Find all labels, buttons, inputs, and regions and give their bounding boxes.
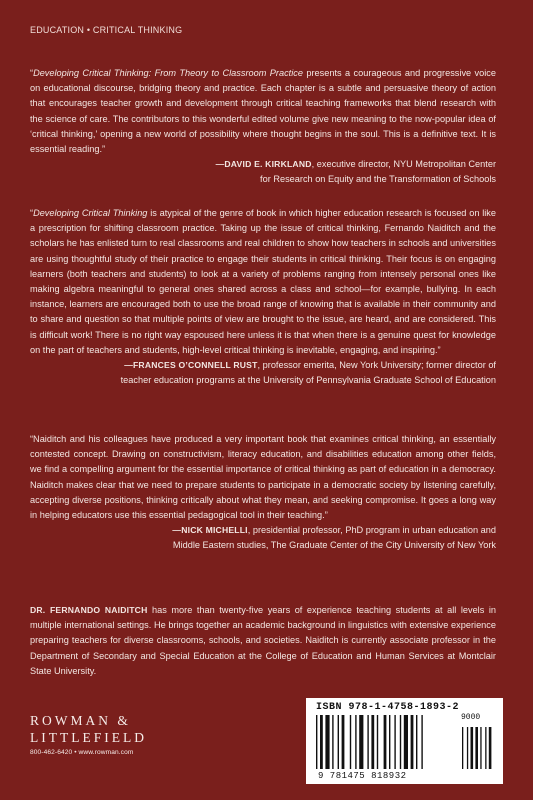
author-bio — [30, 603, 496, 679]
barcode-bars — [314, 715, 496, 771]
endorser-title: , professor emerita, New York University; former director of — [257, 360, 496, 371]
endorser-affiliation: for Research on Equity and the Transformation of Schools — [260, 174, 496, 185]
endorser-name: —FRANCES O’CONNELL RUST — [124, 360, 258, 371]
endorsement-quote-1 — [30, 66, 496, 188]
publisher-name-line1: ROWMAN & — [30, 713, 131, 728]
quote-open-mark: “ — [30, 208, 34, 218]
barcode-number: 9 781475 818932 — [318, 771, 407, 781]
quote-text: “Naiditch and his colleagues have produced a very important book that examines critical thinking, an essentially contested concept. Drawing on constructivism, literacy education, and disabilities education among other fields, we find a compelling argument for the essential importance of critical thinking as part of education in a democracy. Naiditch makes clear that we need to prepare students to participate in a democratic society by listening carefully, accepting diverse positions, thinking critically about what they mean, and seeking compromise. It goes a long way in helping educators use this essential pedagogical tool in their teaching.” — [30, 434, 496, 521]
category-label: EDUCATION • CRITICAL THINKING — [30, 25, 183, 35]
publisher-logo — [30, 712, 180, 756]
quote-text: is atypical of the genre of book in which higher education research is focused on like a prescription for shifting classroom practice. Taking up the issue of critical thinking, Fernando Naiditch and the scholars he has enlisted turn to real classrooms and real children to show how teachers in schools and universities are using thoughtful study of their practice to engage their students in critical thinking. Their focus is on engaging learners (both teachers and students) to look at a variety of problems ranging from intensely personal ones like making algebra meaningful to general ones shared across a class and school—for example, bullying. In each instance, learners are encouraged both to use the broad range of knowing that is available in their community and to share and question so that multiple points of view are brought to the issue, are heard, and are considered. This is difficult work! There is no right way espoused here unless it is that when there is a genuine quest for knowledge on the part of teachers and students, high-level critical thinking is inevitable, engaging, and inspiring.” — [30, 208, 497, 355]
quote-text: presents a courageous and progressive voice on educational discourse, bridging theory and practice. Each chapter is a subtle and persuasive theory of action that encourages teacher growth and development through critical teaching frameworks that blend research with the science of care. The contributors to this wonderful edited volume give new meaning to the now-popular idea of ‘critical thinking,’ opening a new world of possibility where thought begins in the soul. This is a definitive text. It is essential reading.” — [30, 68, 496, 155]
publisher-name-line2: LITTLEFIELD — [30, 730, 147, 745]
quote-body — [30, 66, 496, 157]
book-title-italic: Developing Critical Thinking: From Theory to Classroom Practice — [33, 68, 303, 78]
book-title-italic: Developing Critical Thinking — [33, 208, 148, 218]
endorser-name: —DAVID E. KIRKLAND — [215, 159, 312, 170]
endorsement-quote-3 — [30, 432, 496, 554]
endorser-name: —NICK MICHELLI — [172, 525, 248, 536]
quote-open-mark: “ — [30, 68, 34, 78]
author-name: DR. FERNANDO NAIDITCH — [30, 605, 148, 615]
quote-body — [30, 432, 496, 523]
endorser-affiliation: teacher education programs at the University of Pennsylvania Graduate School of Education — [120, 375, 496, 386]
quote-body — [30, 206, 496, 358]
endorser-title: , presidential professor, PhD program in urban education and — [247, 525, 496, 536]
barcode-addon-number: 9000 — [461, 713, 481, 722]
publisher-contact: 800-462-6420 • www.rowman.com — [30, 749, 134, 756]
endorser-affiliation: Middle Eastern studies, The Graduate Center of the City University of New York — [172, 540, 496, 551]
isbn-barcode — [306, 698, 503, 784]
author-bio-text: has more than twenty-five years of experience teaching students at all levels in multiple international settings. He brings together an academic background in linguistics with extensive experience preparing teachers for diverse classrooms, schools, and societies. Naiditch is currently associate professor in the Department of Secondary and Special Education at the College of Education and Human Services at Montclair State University. — [30, 605, 496, 676]
endorsement-quote-2 — [30, 206, 496, 388]
quote-attribution — [30, 523, 496, 553]
isbn-text: ISBN 978-1-4758-1893-2 — [316, 702, 460, 713]
quote-attribution — [30, 358, 496, 388]
quote-attribution — [30, 157, 496, 187]
endorser-title: , executive director, NYU Metropolitan Center — [311, 159, 496, 170]
